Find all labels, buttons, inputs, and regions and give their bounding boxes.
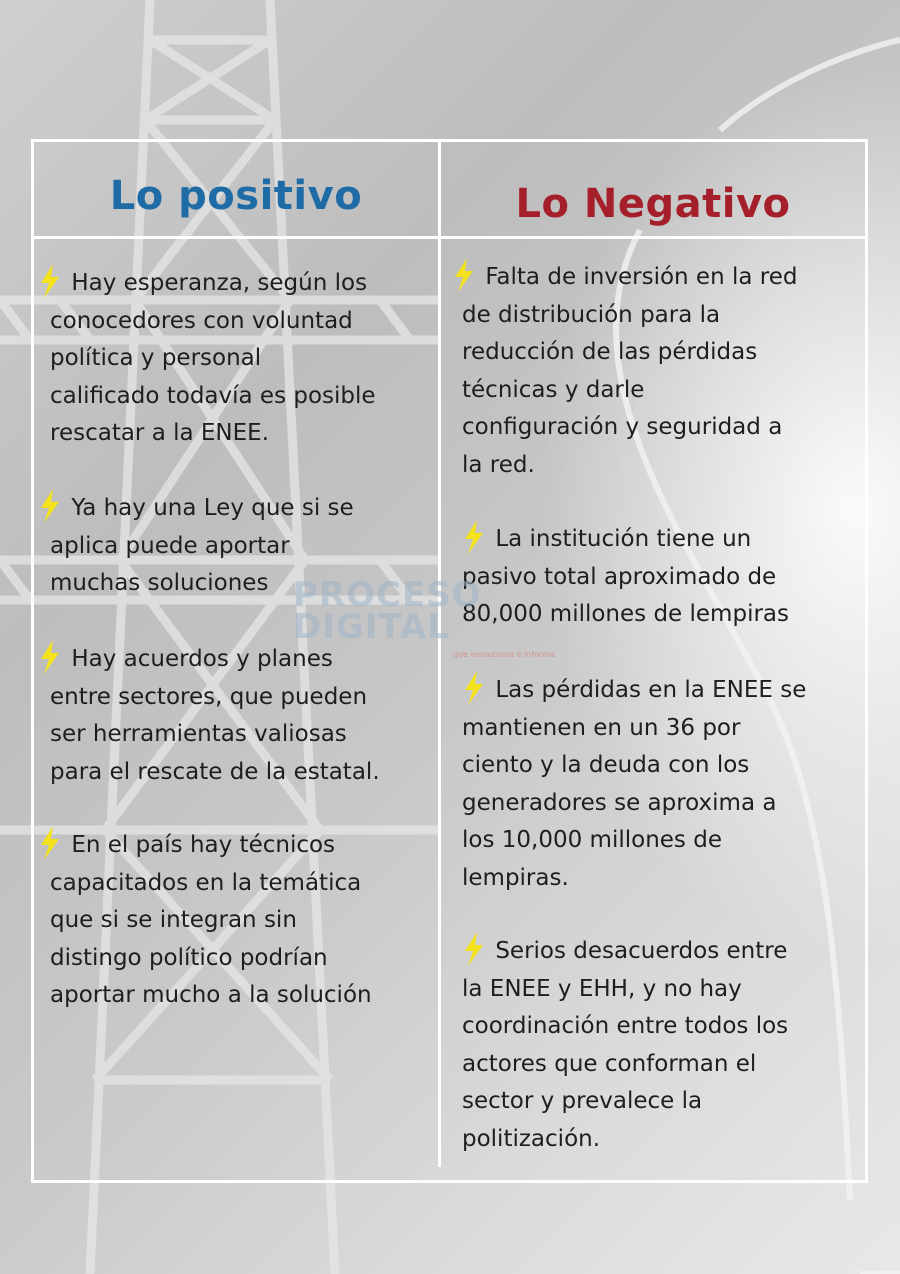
negative-item bbox=[462, 932, 788, 1158]
item-line: distingo político podrían bbox=[50, 944, 328, 971]
item-line: Serios desacuerdos entre bbox=[495, 938, 788, 964]
item-line: Hay esperanza, según los bbox=[71, 270, 368, 296]
item-line: conocedores con voluntad bbox=[50, 307, 353, 334]
lightning-bolt-icon bbox=[462, 520, 486, 554]
lightning-bolt-icon bbox=[38, 640, 62, 674]
item-line: política y personal bbox=[50, 345, 262, 371]
item-line: configuración y seguridad a bbox=[462, 414, 783, 440]
item-line: pasivo total aproximado de bbox=[462, 563, 777, 590]
negative-column-title: Lo Negativo bbox=[515, 181, 791, 227]
watermark-tagline: que evoluciona e informa bbox=[453, 650, 555, 659]
item-line: de distribución para la bbox=[462, 301, 721, 328]
item-line: mantienen en un 36 por bbox=[462, 714, 741, 741]
item-line: entre sectores, que pueden bbox=[50, 683, 368, 710]
positive-item bbox=[38, 264, 376, 453]
item-line: ser herramientas valiosas bbox=[50, 721, 347, 747]
item-line: ciento y la deuda con los bbox=[462, 752, 750, 778]
negative-item bbox=[452, 258, 797, 484]
header-divider bbox=[31, 236, 868, 239]
item-line: técnicas y darle bbox=[462, 376, 645, 403]
watermark-line-1: PROCESO bbox=[293, 575, 482, 615]
item-line: la ENEE y EHH, y no hay bbox=[462, 975, 742, 1002]
negative-item bbox=[462, 671, 806, 897]
item-line: politización. bbox=[462, 1125, 601, 1152]
item-line: Hay acuerdos y planes bbox=[71, 646, 333, 672]
lightning-bolt-icon bbox=[38, 489, 62, 523]
positive-column-title: Lo positivo bbox=[109, 173, 363, 219]
lightning-bolt-icon bbox=[452, 258, 476, 292]
watermark-line-2: DIGITAL bbox=[293, 607, 450, 647]
item-line: Ya hay una Ley que si se bbox=[71, 495, 354, 521]
item-line: muchas soluciones bbox=[50, 570, 269, 596]
item-line: lempiras. bbox=[462, 864, 569, 891]
item-line: sector y prevalece la bbox=[462, 1088, 703, 1114]
lightning-bolt-icon bbox=[38, 264, 62, 298]
item-line: la red. bbox=[462, 451, 535, 478]
item-line: Las pérdidas en la ENEE se bbox=[495, 677, 807, 703]
item-line: En el país hay técnicos bbox=[71, 832, 336, 858]
item-line: aportar mucho a la solución bbox=[50, 982, 372, 1008]
item-line: aplica puede aportar bbox=[50, 532, 290, 559]
item-line: La institución tiene un bbox=[495, 526, 752, 552]
item-line: para el rescate de la estatal. bbox=[50, 758, 380, 785]
item-line: Falta de inversión en la red bbox=[485, 264, 798, 290]
item-line: actores que conforman el bbox=[462, 1050, 757, 1077]
lightning-bolt-icon bbox=[38, 826, 62, 860]
item-line: capacitados en la temática bbox=[50, 869, 362, 896]
item-line: reducción de las pérdidas bbox=[462, 339, 758, 365]
item-line: los 10,000 millones de bbox=[462, 827, 722, 853]
watermark-logo bbox=[293, 575, 555, 668]
item-line: que si se integran sin bbox=[50, 907, 297, 933]
lightning-bolt-icon bbox=[462, 671, 486, 705]
item-line: rescatar a la ENEE. bbox=[50, 420, 270, 446]
item-line: 80,000 millones de lempiras bbox=[462, 601, 789, 627]
item-line: generadores se aproxima a bbox=[462, 789, 777, 816]
item-line: coordinación entre todos los bbox=[462, 1013, 789, 1039]
positive-item bbox=[38, 826, 372, 1015]
lightning-bolt-icon bbox=[462, 932, 486, 966]
item-line: calificado todavía es posible bbox=[50, 382, 376, 409]
